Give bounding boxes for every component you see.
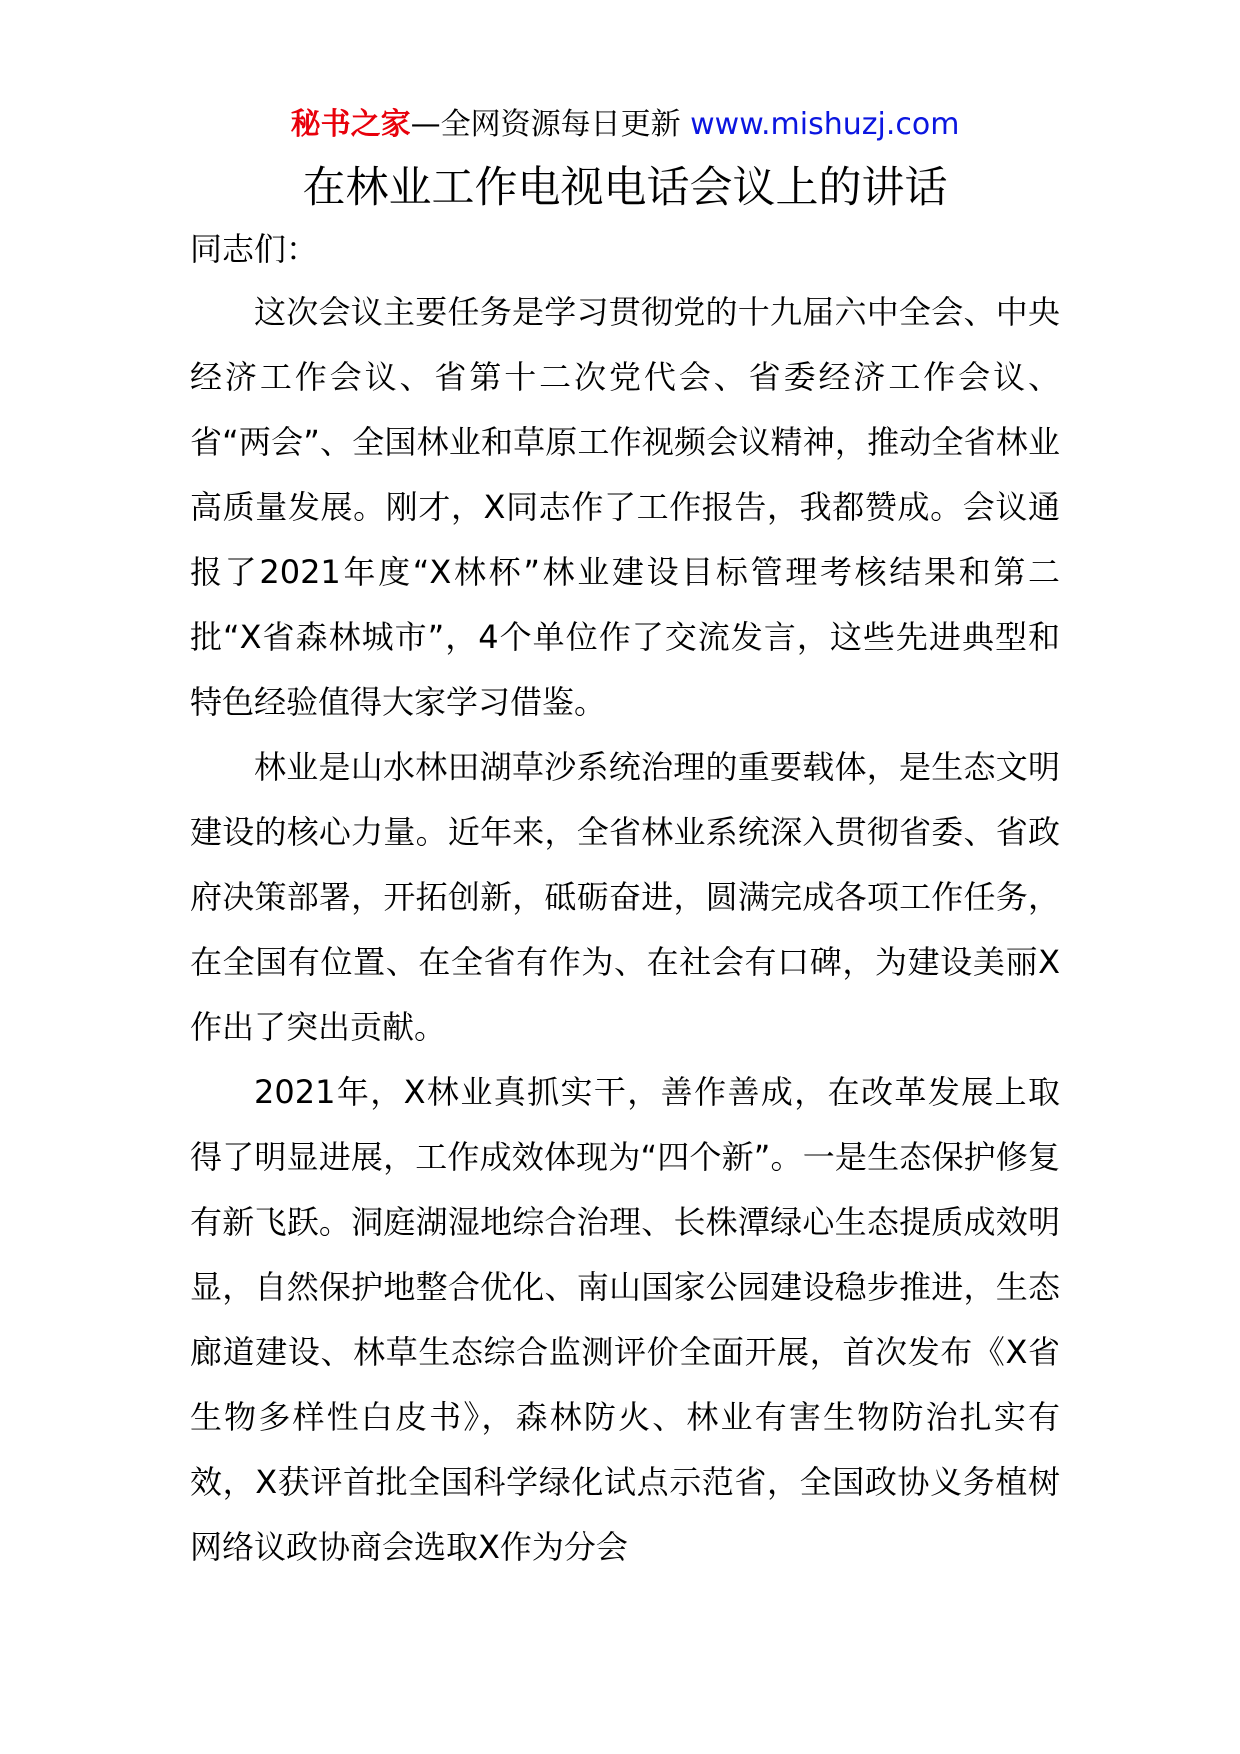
- paragraph-1: 这次会议主要任务是学习贯彻党的十九届六中全会、中央经济工作会议、省第十二次党代会、省委经济工作会议、省“两会”、全国林业和草原工作视频会议精神，推动全省林业高质量发展。刚才，X同志作了工作报告，我都赞成。会议通报了2021年度“X林杯”林业建设目标管理考核结果和第二批“X省森林城市”，4个单位作了交流发言，这些先进典型和特色经验值得大家学习借鉴。: [190, 293, 1060, 721]
- paragraph-3: 2021年，X林业真抓实干，善作善成，在改革发展上取得了明显进展，工作成效体现为“四个新”。一是生态保护修复有新飞跃。洞庭湖湿地综合治理、长株潭绿心生态提质成效明显，自然保护地整合优化、南山国家公园建设稳步推进，生态廊道建设、林草生态综合监测评价全面开展，首次发布《X省生物多样性白皮书》，森林防火、林业有害生物防治扎实有效，X获评首批全国科学绿化试点示范省，全国政协义务植树网络议政协商会选取X作为分会: [190, 1073, 1060, 1566]
- document-page: [190, 95, 1060, 1580]
- brand-name: 秘书之家: [290, 107, 411, 142]
- site-url-link[interactable]: www.mishuzj.com: [690, 107, 960, 142]
- header-tagline: —全网资源每日更新: [410, 107, 681, 142]
- paragraph-2: 林业是山水林田湖草沙系统治理的重要载体，是生态文明建设的核心力量。近年来，全省林业系统深入贯彻省委、省政府决策部署，开拓创新，砥砺奋进，圆满完成各项工作任务，在全国有位置、在全省有作为、在社会有口碑，为建设美丽X作出了突出贡献。: [190, 748, 1060, 1046]
- site-header: [190, 95, 1060, 155]
- salutation: 同志们：: [190, 230, 319, 268]
- document-title: 在林业工作电视电话会议上的讲话: [302, 163, 948, 213]
